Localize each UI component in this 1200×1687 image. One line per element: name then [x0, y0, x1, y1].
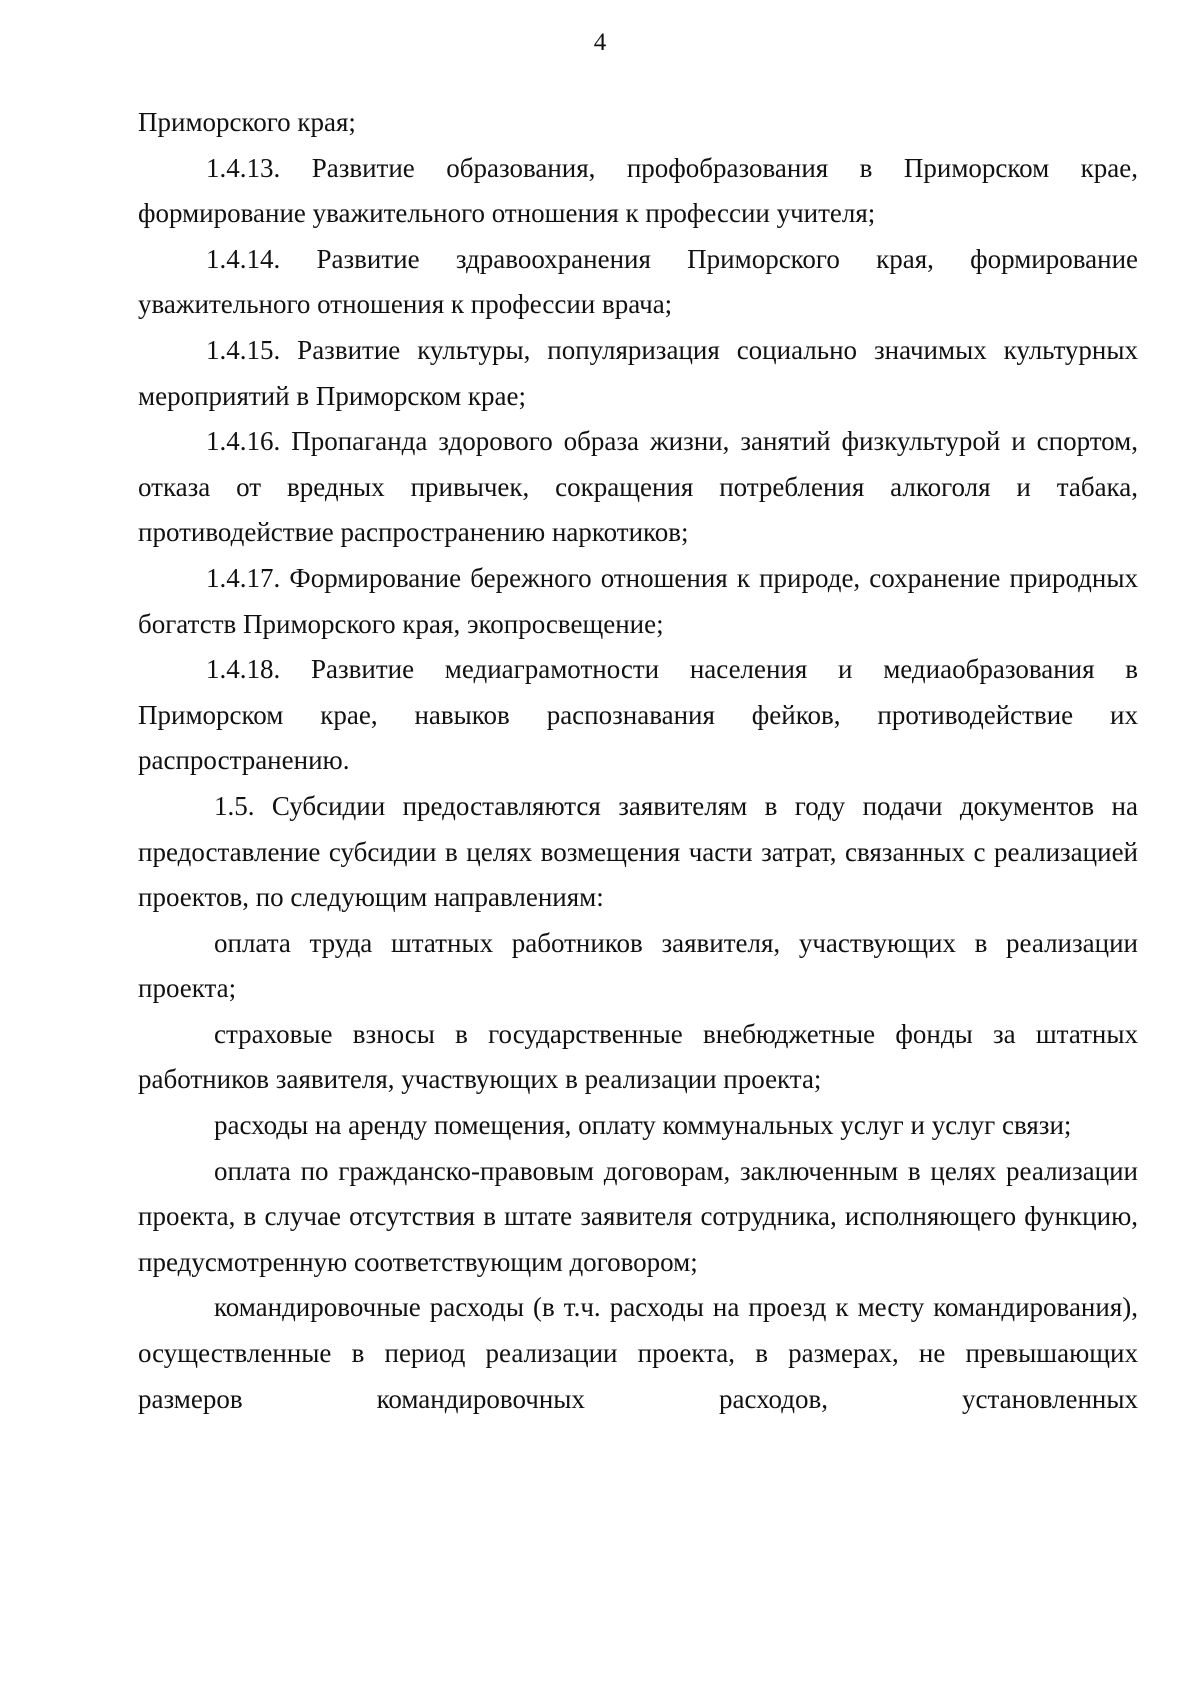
document-body — [138, 100, 1138, 1422]
list-item-travel: командировочные расходы (в т.ч. расходы на проезд к месту командирования), осуществленные в период реализации проекта, в размерах, не превышающих размеров командировочных расходов, установленных — [138, 1292, 1138, 1414]
paragraph-1-4-14: 1.4.14. Развитие здравоохранения Приморского края, формирование уважительного отношения к профессии врача; — [138, 243, 1138, 320]
paragraph-1-4-18: 1.4.18. Развитие медиаграмотности населения и медиаобразования в Приморском крае, навыков распознавания фейков, противодействие их распространению. — [138, 654, 1138, 776]
list-item-salary: оплата труда штатных работников заявителя, участвующих в реализации проекта; — [138, 927, 1138, 1004]
list-item-insurance: страховые взносы в государственные внебюджетные фонды за штатных работников заявителя, участвующих в реализации проекта; — [138, 1018, 1138, 1095]
list-item-rent: расходы на аренду помещения, оплату коммунальных услуг и услуг связи; — [214, 1110, 1072, 1141]
page-number: 4 — [593, 29, 607, 56]
paragraph-1-4-13: 1.4.13. Развитие образования, профобразования в Приморском крае, формирование уважительного отношения к профессии учителя; — [138, 152, 1138, 229]
paragraph-continuation: Приморского края; — [138, 107, 356, 137]
list-item-contracts: оплата по гражданско-правовым договорам, заключенным в целях реализации проекта, в случае отсутствия в штате заявителя сотрудника, исполняющего функцию, предусмотренную соответствующим договором; — [138, 1155, 1138, 1277]
paragraph-1-4-16: 1.4.16. Пропаганда здорового образа жизни, занятий физкультурой и спортом, отказа от вредных привычек, сокращения потребления алкоголя и табака, противодействие распространению наркотиков; — [138, 426, 1138, 548]
paragraph-1-4-17: 1.4.17. Формирование бережного отношения к природе, сохранение природных богатств Приморского края, экопросвещение; — [138, 562, 1138, 639]
paragraph-1-5: 1.5. Субсидии предоставляются заявителям в году подачи документов на предоставление субсидии в целях возмещения части затрат, связанных с реализацией проектов, по следующим направлениям: — [138, 790, 1138, 913]
paragraph-1-4-15: 1.4.15. Развитие культуры, популяризация социально значимых культурных мероприятий в Приморском крае; — [138, 334, 1138, 411]
